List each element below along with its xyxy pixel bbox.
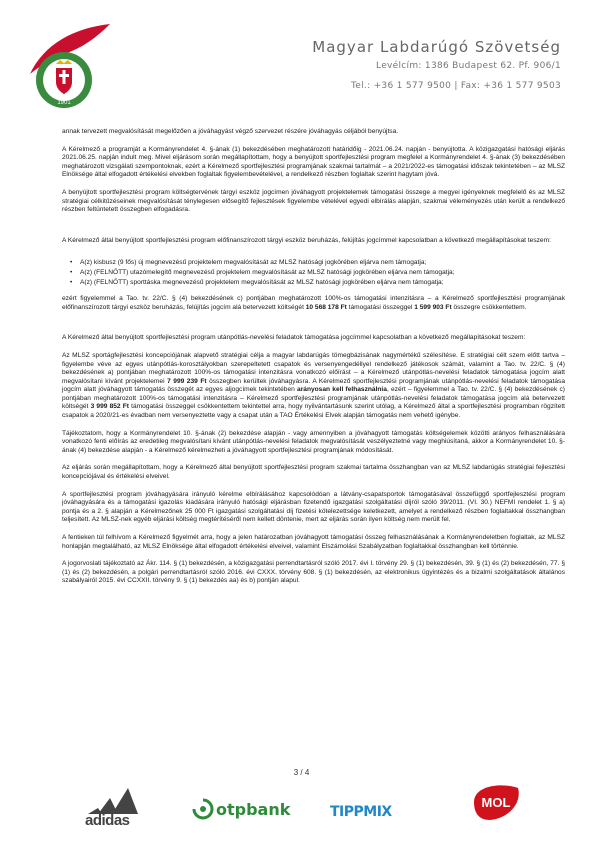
paragraph: A fentieken túl felhívom a Kérelmező figyelmét arra, hogy a jelen határozatban jóváhagyott támogatási összeg felhasználásának a Kormányrendeletben foglaltak, az MLSZ honlapján megtalálható, az MLSZ Elnöksége által elfogadott értékelési elveivel, valamint Elszámolási Szabályzatban foglaltakkal összhangban kell történnie. bbox=[62, 534, 565, 550]
document-body bbox=[62, 128, 565, 595]
tippmix-logo: TIPPMIX bbox=[330, 804, 392, 820]
adidas-logo: adidas bbox=[85, 812, 130, 829]
emphasis: arányosan kell felhasználnia bbox=[297, 386, 387, 394]
paragraph: annak tervezett megvalósítását megelőzően a jóváhagyást végző szervezet részére jóváhagyás céljából benyújtsa. bbox=[62, 128, 399, 135]
list-item: • A(z) (FELNŐTT) utazómelegítő megnevezésű projektelem megvalósítását az MLSZ hatósági jogkörében eljárva nem támogatja; bbox=[80, 269, 565, 278]
amount: 1 599 903 Ft bbox=[414, 303, 452, 311]
paragraph: A sportfejlesztési program jóváhagyására irányuló kérelme elbírálásához kapcsolódóan a látvány-csapatsportok támogatásával összefüggő sportfejlesztési program jóváhagyására és a támogatási igazolás kiadására irányuló hatósági eljárásban fizetendő igazgatási szolgáltatási díjról szóló 39/2011. (VI. 30.) NEFMI rendelet 1. § a) pontja és a 2. § alapján a Kérelmezőnek 25 000 Ft igazgatási szolgáltatási díj fizetési kötelezettsége keletkezett, amelyet a rendelkező részben foglaltakkal összhangban teljesített. Az MLSZ-nek egyéb eljárási költség megtérítéséről nem kellett döntenie, mert az eljárás során ilyen költség nem merült fel. bbox=[62, 490, 565, 524]
paragraph: A Kérelmező által benyújtott sportfejlesztési program előfinanszírozott tárgyi eszköz beruházás, felújítás jogcímmel kapcsolatban a következő megállapításokat teszem: bbox=[62, 236, 551, 244]
organization-contact: Tel.: +36 1 577 9500 | Fax: +36 1 577 9503 bbox=[351, 81, 561, 91]
projektelem-list bbox=[62, 259, 565, 287]
mol-logo-text: MOL bbox=[481, 795, 511, 810]
otp-swirl-icon bbox=[192, 798, 214, 820]
amount: 7 999 239 Ft bbox=[167, 377, 207, 385]
amount: 3 999 852 Ft bbox=[90, 403, 129, 411]
paragraph: Tájékoztatom, hogy a Kormányrendelet 10. §-ának (2) bekezdése alapján - vagy amennyiben a jóváhagyott támogatás költségelemek közötti arányos felhasználására vonatkozó fenti előírás az eredetileg megvalósítani kívánt utánpótlás-nevelési feladatok megvalósítását veszélyeztetné vagy meghiúsítaná, akkor a Kormányrendelet 10. §-ának (4) bekezdése alapján - a Kérelmező kérelmezheti a jóváhagyott sportfejlesztési programjának módosítását. bbox=[62, 429, 565, 454]
otpbank-logo: otpbank bbox=[216, 800, 291, 819]
paragraph: A jogorvoslati tájékoztató az Ákr. 114. § (1) bekezdésén, a közigazgatási perrendtartásról szóló 2017. évi I. törvény 29. § (1) bekezdésén, 39. § (1) és (2) bekezdésén, 77. § (1) és (2) bekezdésén, a polgári perrendtartásról szóló 2016. évi CXXX. törvény 608. § (1) bekezdésén, az elektronikus ügyintézés és a bizalmi szolgáltatások általános szabályairól 2015. évi CCXXII. törvény 9. § (1) bekezdés aa) és b) pontján alapul. bbox=[62, 560, 565, 585]
paragraph: ezért figyelemmel a Tao. tv. 22/C. § (4) bekezdésének c) pontjában meghatározott 100%-os támogatási intenzitásra – a Kérelmező sportfejlesztési programjának előfinanszírozott tárgyi eszköz beruházás, felújítás jogcím alá betervezett költségét 10 568 178 Ft támogatási összeggel 1 599 903 Ft összegre csökkentettem. bbox=[62, 295, 565, 311]
letterhead bbox=[0, 0, 603, 118]
page-number: 3 / 4 bbox=[293, 768, 310, 777]
crest-year: 1901 bbox=[57, 100, 71, 106]
paragraph: A Kérelmező által benyújtott sportfejlesztési program utánpótlás-nevelési feladatok támogatása jogcímmel kapcsolatban a következő megállapításokat teszem: bbox=[62, 334, 526, 342]
paragraph: Az MLSZ sportágfejlesztési koncepciójának alapvető stratégiai célja a magyar labdarúgás tömegbázisának nagymértékű szélesítése. E stratégiai célt szem előtt tartva – figyelembe véve az egyes utánpótlás-korosztályokban szerepeltetett csapatok és versenyengedéllyel rendelkező játékosok számát, valamint a Tao. tv. 22/C. § (4) bekezdésének a) pontjában meghatározott 100%-os támogatási intenzitásra vonatkozó előírást – a Kérelmező utánpótlás-nevelési feladatok támogatása jogcím alatt megvalósítani kívánt projektelemei 7 999 239 Ft összegben kerültek jóváhagyásra. A Kérelmező sportfejlesztési programjának utánpótlás-nevelési feladatok támogatása jogcím alatt jóváhagyott támogatás összegét az egyes aljogcímek tekintetében arányosan kell felhasználnia, ezért – figyelemmel a Tao. tv. 22/C. § (4) bekezdésének c) pontjában meghatározott 100%-os támogatási intenzitásra – Kérelmező sportfejlesztési programjának utánpótlás-nevelési feladatok támogatása jogcím alá betervezett költségét 3 999 852 Ft támogatási összeggel csökkentettem tekintettel arra, hogy nyilvántartásunk szerint utólag, a Kérelmező által a sportfejlesztési programban rögzített csapatok a 2020/21-es évadban nem versenyeztette vagy a csapat után a TAO Értékelési Elvek alapján támogatás nem vehető igénybe. bbox=[62, 351, 566, 420]
mol-logo-icon bbox=[470, 782, 522, 822]
list-item: • A(z) (FELNŐTT) sporttáska megnevezésű projektelem megvalósítását az MLSZ hatósági jogkörében eljárva nem támogatja; bbox=[80, 279, 565, 288]
organization-address: Levélcím: 1386 Budapest 62. Pf. 906/1 bbox=[376, 61, 561, 71]
paragraph: Az eljárás során megállapítottam, hogy a Kérelmező által benyújtott sportfejlesztési program szakmai tartalma összhangban van az MLSZ labdarúgás stratégiai fejlesztési koncepciójával és értékelési elveivel. bbox=[62, 464, 565, 481]
paragraph: A Kérelmező a programját a Kormányrendelet 4. §-ának (1) bekezdésében meghatározott határidőig - 2021.06.24. napján - benyújtotta. A közigazgatási hatósági eljárás 2021.06.25. napján indult meg. Mivel eljárásom során megállapítottam, hogy a benyújtott sportfejlesztési program megfelel a Kormányrendelet 4. §-ának (3) bekezdésében meghatározott vizsgálati szempontoknak, ezért a Kérelmező sportfejlesztési programjának szakmai tartalmát – a 2021/2022-es támogatási időszak tekintetében – az MLSZ Elnöksége által elfogadott értékelési elvekben foglaltak figyelembevételével, a rendelkező részben foglaltak szerint hagytam jóvá. bbox=[62, 145, 565, 179]
amount: 10 568 178 Ft bbox=[305, 303, 347, 311]
list-item: • A(z) kisbusz (9 fős) új megnevezésű projektelem megvalósítását az MLSZ hatósági jogkörében eljárva nem támogatja; bbox=[80, 259, 565, 268]
sponsor-footer bbox=[0, 780, 603, 851]
paragraph: A benyújtott sportfejlesztési program költségtervének tárgyi eszköz jogcímen jóváhagyott projektelemek támogatási összege a megyei igényeknek megfelelő és az MLSZ stratégiai célkitűzéseinek megvalósítását ténylegesen elősegítő fejlesztések figyelembe vételével egyedi elbírálás alapján, szakmai véleményezés után került a rendelkező részben feltüntetett összegben elfogadásra. bbox=[62, 188, 565, 214]
mlsz-crest-icon bbox=[24, 24, 112, 112]
organization-name: Magyar Labdarúgó Szövetség bbox=[312, 38, 561, 56]
